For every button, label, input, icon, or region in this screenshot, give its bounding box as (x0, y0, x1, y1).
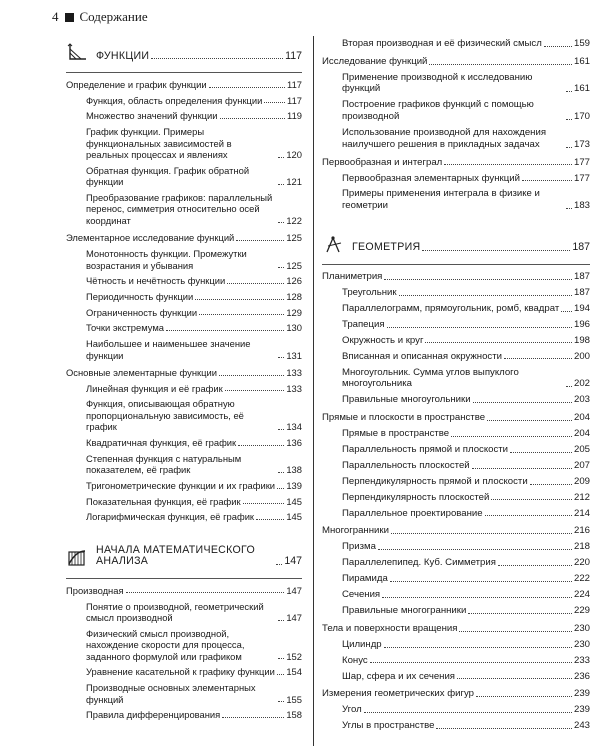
entry-title: Точки экстремума (86, 322, 165, 334)
section-heading[interactable] (66, 42, 302, 62)
toc-subentry[interactable] (322, 639, 590, 651)
section-rule (66, 72, 302, 73)
entry-page-number: 139 (286, 480, 302, 491)
leader-dots (485, 515, 572, 516)
toc-entry[interactable] (322, 56, 590, 68)
entry-page-number: 154 (286, 666, 302, 678)
entry-page-number: 230 (573, 638, 590, 650)
leader-dots (498, 565, 572, 566)
toc-subentry[interactable] (322, 303, 590, 315)
leader-dots (566, 147, 572, 148)
entry-title: Вписанная и описанная окружности (342, 350, 502, 362)
section-page-number: 187 (572, 241, 590, 254)
page-header (52, 8, 148, 26)
entry-title: Логарифмическая функция, её график (86, 511, 255, 523)
leader-dots (382, 597, 572, 598)
calculus-grid-icon (66, 548, 88, 568)
entry-page-number: 145 (286, 495, 302, 507)
entry-page-number: 196 (573, 318, 590, 330)
entry-title: Цилиндр (342, 638, 382, 650)
entry-page-number: 125 (286, 232, 302, 244)
leader-dots (472, 468, 572, 469)
entry-page-number: 243 (573, 720, 590, 732)
leader-dots (256, 519, 284, 520)
leader-dots (277, 674, 284, 675)
entry-title: Элементарное исследование функций (66, 232, 235, 244)
toc-subentry[interactable] (66, 338, 302, 361)
toc-subentry[interactable] (66, 437, 302, 449)
entry-title: Степенная функция с натуральным показателем, её график (86, 452, 242, 476)
leader-dots (429, 64, 572, 65)
leader-dots (436, 728, 572, 729)
entry-page-number: 145 (286, 511, 302, 523)
entry-title: Производные основных элементарных функций (86, 682, 256, 705)
section-rule (66, 578, 302, 579)
entry-page-number: 222 (573, 573, 590, 585)
column-divider (313, 36, 314, 746)
entry-page-number: 133 (286, 382, 302, 394)
entry-page-number: 229 (573, 605, 590, 617)
toc-subentry[interactable] (66, 398, 302, 433)
toc-subentry[interactable] (66, 126, 302, 161)
leader-dots (278, 157, 284, 158)
entry-title: Правильные многоугольники (342, 394, 471, 406)
entry-page-number: 158 (286, 709, 302, 721)
leader-dots (278, 267, 284, 268)
leader-dots (276, 564, 282, 565)
entry-title: Примеры применения интеграла в физике и геометрии (342, 188, 540, 212)
compass-icon (322, 234, 344, 254)
entry-page-number: 177 (573, 172, 590, 184)
entry-title: Понятие о производной, геометрический смысл производной (86, 600, 264, 624)
leader-dots (487, 420, 572, 421)
leader-dots (566, 208, 572, 209)
entry-page-number: 134 (286, 421, 302, 433)
entry-page-number: 204 (573, 427, 590, 439)
toc-subentry[interactable] (322, 428, 590, 440)
toc-right-column (322, 38, 590, 736)
entry-title: Сечения (342, 589, 381, 601)
entry-title: Применение производной к исследованию функций (342, 71, 533, 95)
toc-subentry[interactable] (66, 165, 302, 188)
toc-subentry[interactable] (322, 38, 590, 50)
entry-title: Исследование функций (322, 55, 428, 67)
leader-dots (278, 222, 284, 223)
entry-title: Параллелепипед. Куб. Симметрия (342, 557, 496, 569)
toc-subentry[interactable] (66, 709, 302, 721)
leader-dots (491, 499, 572, 500)
leader-dots (451, 436, 572, 437)
leader-dots (278, 357, 284, 358)
entry-title: Пирамида (342, 573, 388, 585)
toc-subentry[interactable] (66, 628, 302, 663)
leader-dots (390, 581, 572, 582)
entry-page-number: 152 (286, 650, 302, 662)
section-title: ФУНКЦИИ (96, 49, 150, 62)
entry-title: Периодичность функции (86, 291, 194, 302)
entry-page-number: 128 (286, 291, 302, 302)
toc-subentry[interactable] (322, 188, 590, 212)
toc-left-column (66, 38, 302, 725)
entry-title: Многоугольник. Сумма углов выпуклого многоугольника (342, 366, 519, 390)
entry-title: Многогранники (322, 525, 389, 537)
toc-subentry[interactable] (66, 322, 302, 334)
entry-title: Шар, сфера и их сечения (342, 670, 456, 682)
toc-subentry[interactable] (322, 573, 590, 585)
section-heading-block (66, 545, 302, 579)
entry-title: Функция, описывающая обратную пропорциональную зависимость, её график (86, 398, 244, 433)
entry-title: Конус (342, 654, 368, 666)
entry-title: Параллельность прямой и плоскости (342, 443, 509, 455)
entry-title: Построение графиков функций с помощью производной (342, 99, 534, 123)
leader-dots (425, 342, 572, 343)
entry-page-number: 236 (573, 670, 590, 682)
leader-dots (391, 533, 572, 534)
leader-dots (209, 87, 285, 88)
toc-entry[interactable] (322, 271, 590, 283)
entry-page-number: 220 (573, 557, 590, 569)
entry-title: Определение и график функции (66, 79, 207, 90)
leader-dots (278, 620, 284, 621)
entry-title: Углы в пространстве (342, 720, 435, 732)
entry-title: Перпендикулярность прямой и плоскости (342, 475, 528, 487)
entry-title: Уравнение касательной к графику функции (86, 666, 275, 678)
toc-subentry[interactable] (322, 557, 590, 569)
entry-title: Измерения геометрических фигур (322, 688, 475, 700)
entry-page-number: 170 (573, 111, 590, 123)
entry-page-number: 187 (573, 286, 590, 298)
entry-title: Планиметрия (322, 270, 383, 282)
entry-page-number: 212 (573, 491, 590, 503)
toc-subentry[interactable] (66, 192, 302, 227)
entry-page-number: 147 (286, 612, 302, 624)
entry-page-number: 120 (286, 149, 302, 161)
toc-subentry[interactable] (66, 666, 302, 678)
entry-title: Окружность и круг (342, 334, 424, 346)
section-title: ГЕОМЕТРИЯ (352, 241, 421, 254)
entry-page-number: 173 (573, 138, 590, 150)
leader-dots (476, 696, 572, 697)
entry-page-number: 129 (286, 306, 302, 318)
leader-dots (384, 647, 572, 648)
toc-subentry[interactable] (322, 589, 590, 601)
leader-dots (378, 549, 572, 550)
leader-dots (236, 240, 284, 241)
toc-subentry[interactable] (322, 655, 590, 667)
toc-subentry[interactable] (322, 444, 590, 456)
entry-page-number: 119 (287, 110, 302, 122)
leader-dots (220, 118, 286, 119)
leader-dots (504, 358, 572, 359)
toc-subentry[interactable] (322, 335, 590, 347)
entry-page-number: 224 (573, 589, 590, 601)
leader-dots (238, 445, 284, 446)
leader-dots (457, 678, 572, 679)
entry-title: Тригонометрические функции и их графики (86, 480, 276, 491)
entry-title: Использование производной для нахождения наилучшего решения в прикладных задачах (342, 127, 547, 150)
geometry-axes-icon (66, 42, 88, 62)
toc-subentry[interactable] (66, 95, 302, 107)
entry-title: Трапеция (342, 318, 385, 330)
entry-title: Перпендикулярность плоскостей (342, 491, 490, 503)
entry-title: Квадратичная функция, её график (86, 437, 237, 449)
entry-page-number: 209 (573, 475, 590, 487)
toc-subentry[interactable] (66, 496, 302, 508)
leader-dots (522, 180, 572, 181)
toc-subentry[interactable] (322, 173, 590, 185)
page-number: 4 (52, 9, 59, 24)
entry-title: Чётность и нечётность функции (86, 275, 226, 287)
section-page-number: 117 (285, 49, 302, 62)
entry-page-number: 125 (286, 259, 302, 271)
entry-title: Линейная функция и её график (86, 382, 223, 394)
entry-title: Множество значений функции (86, 110, 218, 122)
toc-entry[interactable] (322, 525, 590, 537)
section-heading-block (322, 234, 590, 265)
toc-subentry[interactable] (66, 275, 302, 287)
entry-page-number: 177 (573, 156, 590, 168)
leader-dots (151, 58, 283, 59)
toc-subentry[interactable] (322, 671, 590, 683)
toc-subentry[interactable] (322, 720, 590, 732)
toc-subentry[interactable] (322, 319, 590, 331)
toc-subentry[interactable] (322, 72, 590, 96)
leader-dots (225, 390, 285, 391)
toc-subentry[interactable] (66, 307, 302, 319)
entry-title: Вторая производная и её физический смысл (342, 38, 542, 49)
toc-entry[interactable] (322, 412, 590, 424)
leader-dots (278, 429, 284, 430)
toc-entry[interactable] (66, 367, 302, 379)
square-bullet-icon (65, 13, 74, 22)
entry-page-number: 183 (573, 200, 590, 212)
leader-dots (566, 386, 572, 387)
entry-page-number: 205 (573, 443, 590, 455)
entry-page-number: 187 (573, 270, 590, 282)
entry-title: Параллельное проектирование (342, 507, 483, 519)
entry-page-number: 204 (573, 412, 590, 423)
toc-subentry[interactable] (322, 492, 590, 504)
entry-page-number: 126 (286, 275, 302, 287)
entry-title: Правильные многогранники (342, 605, 467, 617)
toc-subentry[interactable] (322, 351, 590, 363)
leader-dots (219, 375, 284, 376)
leader-dots (530, 484, 572, 485)
leader-dots (166, 330, 284, 331)
toc-subentry[interactable] (66, 383, 302, 395)
entry-page-number: 130 (286, 322, 302, 334)
entry-title: Призма (342, 541, 376, 553)
entry-page-number: 133 (286, 367, 302, 379)
toc-subentry[interactable] (322, 287, 590, 299)
leader-dots (566, 119, 572, 120)
toc-subentry[interactable] (322, 99, 590, 123)
toc-subentry[interactable] (66, 291, 302, 303)
leader-dots (243, 503, 285, 504)
section-page-number: 147 (284, 555, 302, 568)
entry-page-number: 194 (573, 302, 590, 314)
toc-entry[interactable] (322, 623, 590, 635)
entry-title: Первообразная элементарных функций (342, 172, 520, 184)
toc-subentry[interactable] (322, 476, 590, 488)
entry-title: Правила дифференцирования (86, 709, 221, 721)
entry-title: Ограниченность функции (86, 306, 198, 318)
entry-title: Параллелограмм, прямоугольник, ромб, квадрат (342, 302, 560, 314)
leader-dots (278, 658, 284, 659)
toc-subentry[interactable] (66, 453, 302, 476)
toc-subentry[interactable] (66, 110, 302, 122)
entry-title: Прямые в пространстве (342, 427, 450, 439)
entry-title: Монотонность функции. Промежутки возрастания и убывания (86, 248, 247, 271)
entry-page-number: 233 (573, 654, 590, 666)
leader-dots (468, 613, 572, 614)
toc-entry[interactable] (322, 688, 590, 700)
header-title: Содержание (79, 9, 148, 24)
leader-dots (278, 701, 284, 702)
leader-dots (473, 402, 572, 403)
entry-title: Производная (66, 584, 124, 596)
section-heading[interactable] (66, 545, 302, 568)
toc-subentry[interactable] (322, 508, 590, 520)
leader-dots (544, 46, 572, 47)
section-rule (322, 264, 590, 265)
leader-dots (444, 164, 572, 165)
toc-subentry[interactable] (322, 460, 590, 472)
entry-title: Треугольник (342, 286, 397, 298)
toc-entry[interactable] (66, 232, 302, 244)
leader-dots (561, 311, 572, 312)
entry-page-number: 230 (573, 622, 590, 634)
entry-page-number: 136 (286, 437, 302, 449)
toc-subentry[interactable] (66, 480, 302, 492)
entry-page-number: 117 (287, 94, 302, 106)
entry-title: Первообразная и интеграл (322, 156, 443, 168)
leader-dots (422, 250, 570, 251)
leader-dots (278, 184, 284, 185)
entry-page-number: 200 (573, 350, 590, 362)
leader-dots (278, 472, 284, 473)
toc-subentry[interactable] (322, 367, 590, 391)
entry-page-number: 161 (573, 55, 590, 67)
entry-page-number: 214 (573, 507, 590, 519)
leader-dots (199, 314, 284, 315)
leader-dots (227, 283, 284, 284)
leader-dots (459, 631, 572, 632)
entry-page-number: 155 (286, 693, 302, 705)
leader-dots (195, 299, 284, 300)
toc-entry[interactable] (322, 157, 590, 169)
toc-subentry[interactable] (66, 511, 302, 523)
entry-page-number: 117 (287, 79, 302, 90)
entry-page-number: 131 (286, 349, 302, 361)
section-heading[interactable] (322, 234, 590, 254)
entry-title: Функция, область определения функции (86, 94, 263, 106)
toc-subentry[interactable] (66, 248, 302, 271)
entry-title: Показательная функция, её график (86, 495, 241, 507)
entry-title: Тела и поверхности вращения (322, 622, 458, 634)
entry-page-number: 147 (286, 584, 302, 596)
toc-subentry[interactable] (322, 704, 590, 716)
entry-page-number: 121 (286, 176, 302, 188)
entry-page-number: 122 (286, 214, 302, 226)
entry-page-number: 203 (573, 394, 590, 406)
toc-entry[interactable] (66, 585, 302, 597)
entry-page-number: 216 (573, 525, 590, 537)
section-title: НАЧАЛА МАТЕМАТИЧЕСКОГО АНАЛИЗА (96, 543, 256, 568)
entry-page-number: 218 (573, 541, 590, 553)
leader-dots (399, 295, 572, 296)
leader-dots (387, 327, 572, 328)
entry-title: Прямые и плоскости в пространстве (322, 412, 486, 423)
toc-subentry[interactable] (66, 601, 302, 624)
toc-subentry[interactable] (322, 541, 590, 553)
leader-dots (277, 488, 284, 489)
entry-title: Наибольшее и наименьшее значение функции (86, 338, 251, 361)
toc-subentry[interactable] (322, 605, 590, 617)
leader-dots (370, 662, 572, 663)
entry-title: Угол (342, 704, 362, 716)
entry-title: Основные элементарные функции (66, 367, 217, 379)
toc-entry[interactable] (66, 79, 302, 91)
entry-title: Обратная функция. График обратной функции (86, 164, 250, 188)
entry-page-number: 138 (286, 464, 302, 476)
toc-subentry[interactable] (322, 127, 590, 151)
entry-page-number: 207 (573, 459, 590, 471)
leader-dots (222, 717, 284, 718)
entry-page-number: 202 (573, 378, 590, 390)
entry-title: График функции. Примеры функциональных зависимостей в реальных процессах и явлениях (86, 126, 232, 161)
entry-page-number: 239 (573, 688, 590, 700)
entry-page-number: 161 (573, 83, 590, 95)
toc-subentry[interactable] (66, 682, 302, 705)
section-heading-block (66, 42, 302, 73)
entry-page-number: 198 (573, 334, 590, 346)
leader-dots (364, 712, 572, 713)
entry-title: Физический смысл производной, нахождение скорости для процесса, заданного формулой или графиком (86, 627, 245, 662)
leader-dots (384, 279, 572, 280)
leader-dots (566, 91, 572, 92)
leader-dots (264, 102, 285, 103)
entry-title: Преобразование графиков: параллельный перенос, симметрия относительно осей координат (86, 191, 273, 226)
leader-dots (126, 592, 285, 593)
leader-dots (510, 452, 572, 453)
toc-subentry[interactable] (322, 394, 590, 406)
entry-title: Параллельность плоскостей (342, 459, 470, 471)
entry-page-number: 239 (573, 704, 590, 716)
entry-page-number: 159 (573, 38, 590, 49)
